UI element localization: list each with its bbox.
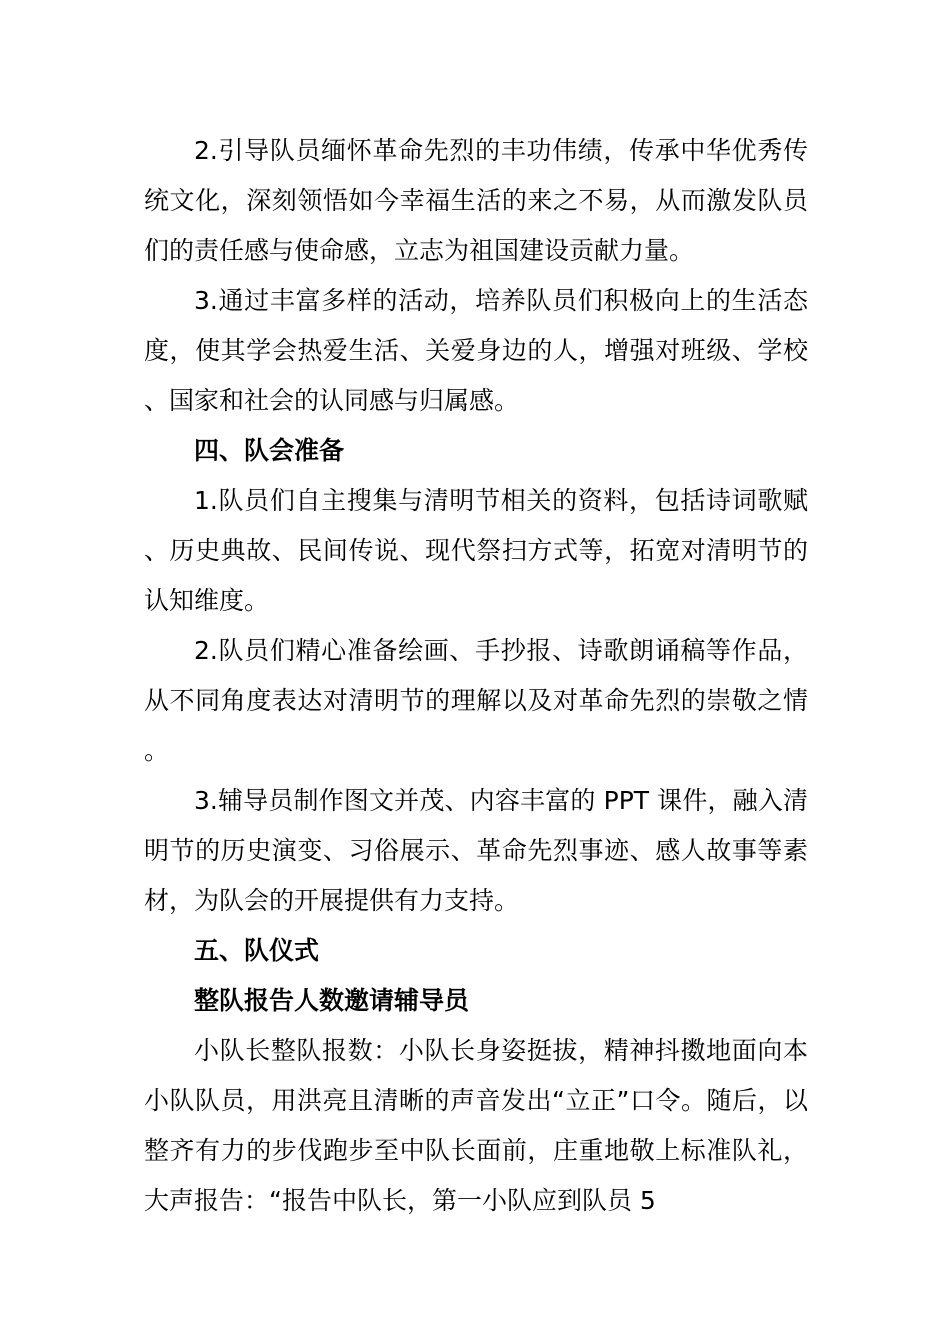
para-objective-3: 3.通过丰富多样的活动，培养队员们积极向上的生活态度，使其学会热爱生活、关爱身边的人，增强对班级、学校、国家和社会的认同感与归属感。 <box>144 286 808 415</box>
document-body <box>144 126 808 1226</box>
para-prep-3: 3.辅导员制作图文并茂、内容丰富的 PPT 课件，融入清明节的历史演变、习俗展示、革命先烈事迹、感人故事等素材，为队会的开展提供有力支持。 <box>144 786 808 915</box>
para-report: 小队长整队报数：小队长身姿挺拔，精神抖擞地面向本小队队员，用洪亮且清晰的声音发出“立正”口令。随后，以整齐有力的步伐跑步至中队长面前，庄重地敬上标准队礼，大声报告：“报告中队长，第一小队应到队员 5 <box>144 1036 808 1215</box>
heading-section-4: 四、队会准备 <box>194 436 345 465</box>
para-prep-1: 1.队员们自主搜集与清明节相关的资料，包括诗词歌赋、历史典故、民间传说、现代祭扫方式等，拓宽对清明节的认知维度。 <box>144 486 808 615</box>
heading-section-5: 五、队仪式 <box>194 936 320 965</box>
subheading-report: 整队报告人数邀请辅导员 <box>194 986 470 1015</box>
para-prep-2: 2.队员们精心准备绘画、手抄报、诗歌朗诵稿等作品，从不同角度表达对清明节的理解以及对革命先烈的崇敬之情。 <box>144 636 808 765</box>
para-objective-2: 2.引导队员缅怀革命先烈的丰功伟绩，传承中华优秀传统文化，深刻领悟如今幸福生活的来之不易，从而激发队员们的责任感与使命感，立志为祖国建设贡献力量。 <box>144 136 808 265</box>
